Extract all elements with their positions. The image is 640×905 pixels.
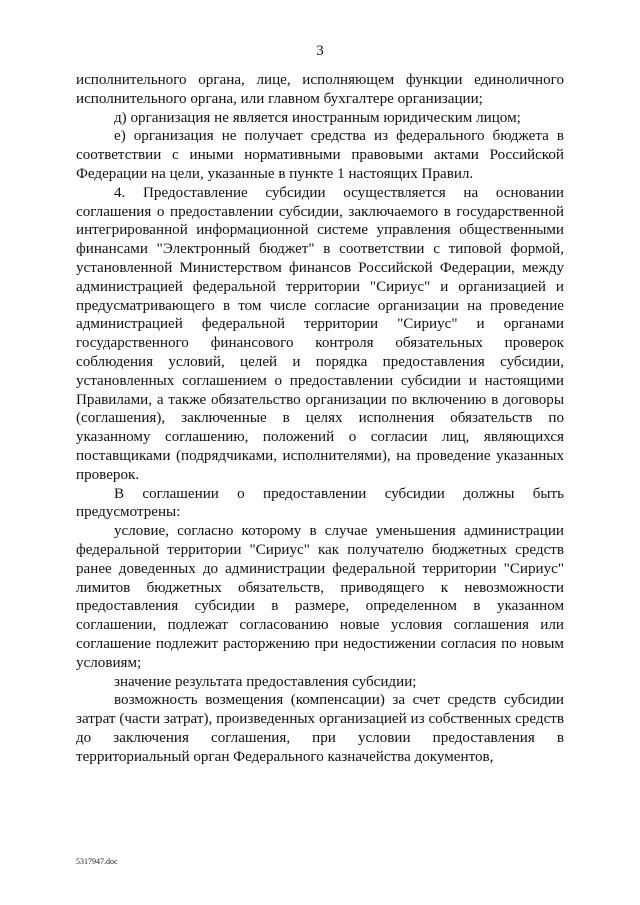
paragraph-item-e: е) организация не получает средства из федерального бюджета в соответствии с иными нормативными правовыми актами Российской Федерации на цели, указанные в пункте 1 настоящих Правил. bbox=[76, 128, 564, 182]
paragraph-continuation: исполнительного органа, лице, исполняющем функции единоличного исполнительного органа, или главном бухгалтере организации; bbox=[76, 72, 564, 107]
paragraph-result-value: значение результата предоставления субсидии; bbox=[114, 673, 417, 690]
paragraph-condition-limits: условие, согласно которому в случае уменьшения администрации федеральной территории "Сириус" как получателю бюджетных средств ранее доведенных до администрации федеральной территории "Сириус" лимитов бюджетных обязательств, приводящего к невозможности предоставления субсидии в размере, определенном в указанном соглашении, подлежат согласованию новые условия соглашения или соглашение подлежит расторжению при недостижении согласия по новым условиям; bbox=[76, 523, 564, 671]
document-body bbox=[76, 71, 564, 766]
paragraph-item-d: д) организация не является иностранным юридическим лицом; bbox=[114, 109, 521, 126]
paragraph-agreement-provisions: В соглашении о предоставлении субсидии должны быть предусмотрены: bbox=[76, 485, 564, 521]
page-number: 3 bbox=[316, 43, 324, 59]
paragraph-section-4: 4. Предоставление субсидии осуществляется на основании соглашения о предоставлении субсидии, заключаемого в государственной интегрированной информационной системе управления общественными финансами "Электронный бюджет" в соответствии с типовой формой, установленной Министерством финансов Российской Федерации, между администрацией федеральной территории "Сириус" и организацией и предусматривающего в том числе согласие организации на проведение администрацией федеральной территории "Сириус" и органами государственного финансового контроля обязательных проверок соблюдения условий, целей и порядка предоставления субсидии, установленных соглашением о предоставлении субсидии и настоящими Правилами, а также обязательство организации по включению в договоры (соглашения), заключенные в целях исполнения обязательств по указанному соглашению, положений о согласии лиц, являющихся поставщиками (подрядчиками, исполнителями), на проведение указанных проверок. bbox=[76, 184, 564, 483]
paragraph-compensation: возможность возмещения (компенсации) за счет средств субсидии затрат (части затрат), произведенных организацией из собственных средств до заключения соглашения, при условии предоставления в территориальный орган Федерального казначейства документов, bbox=[76, 692, 564, 765]
document-footer: 5317947.doc bbox=[76, 857, 118, 866]
